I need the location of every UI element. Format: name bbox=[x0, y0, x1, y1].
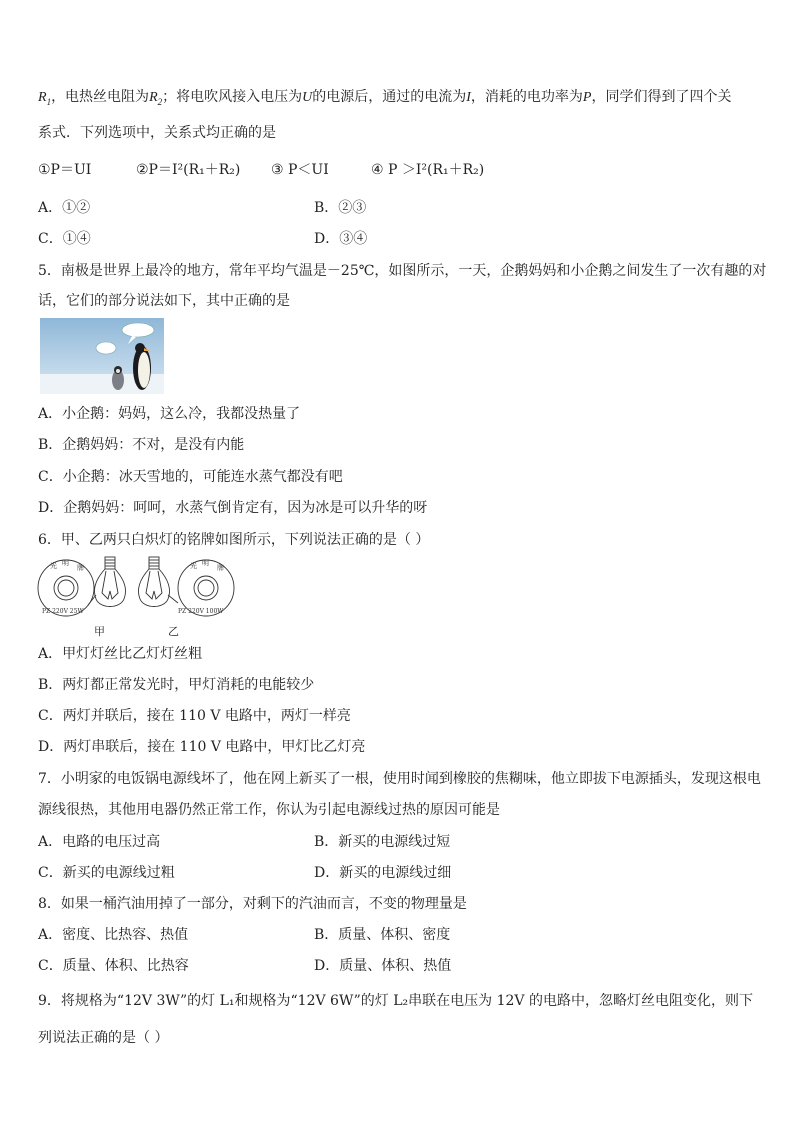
r1-symbol: $R_1$ bbox=[38, 90, 52, 107]
q7-option-c: C．新买的电源线过粗 bbox=[38, 865, 175, 881]
formula-2: ②P＝I²(R₁＋R₂) bbox=[136, 162, 241, 178]
q5-line1: 5．南极是世界上最冷的地方，常年平均气温是－25℃，如图所示，一天，企鹅妈妈和小企鹅之间发生了一次有趣的对 bbox=[38, 263, 767, 279]
penguin-image bbox=[40, 318, 164, 394]
q7-option-d: D．新买的电源线过细 bbox=[314, 865, 452, 881]
q5-option-d: D．企鹅妈妈：呵呵，水蒸气倒肯定有，因为冰是可以升华的呀 bbox=[38, 500, 428, 516]
svg-text:牌: 牌 bbox=[77, 564, 84, 572]
q8-option-b: B．质量、体积、密度 bbox=[314, 927, 451, 943]
q4-option-b: B．②③ bbox=[314, 200, 367, 216]
q6-option-d: D．两灯串联后，接在 110 V 电路中，甲灯比乙灯亮 bbox=[38, 739, 366, 755]
q9-line2: 列说法正确的是（ ） bbox=[38, 1030, 169, 1046]
q4-line2: 系式．下列选项中，关系式均正确的是 bbox=[38, 125, 276, 141]
bulb-diagram bbox=[36, 555, 236, 641]
nameplate-right-icon bbox=[178, 558, 234, 616]
svg-text:PZ 220V 25W: PZ 220V 25W bbox=[42, 608, 84, 615]
svg-text:光: 光 bbox=[190, 562, 197, 570]
q6-option-c: C．两灯并联后，接在 110 V 电路中，两灯一样亮 bbox=[38, 708, 351, 724]
q8-line1: 8．如果一桶汽油用掉了一部分，对剩下的汽油而言，不变的物理量是 bbox=[38, 896, 467, 912]
formula-4: ④ P ＞I²(R₁＋R₂) bbox=[371, 162, 485, 178]
q6-option-a: A．甲灯灯丝比乙灯灯丝粗 bbox=[38, 646, 203, 662]
r2-symbol: $R_2$ bbox=[149, 90, 163, 107]
q4-option-c: C．①④ bbox=[38, 231, 91, 247]
q4-line1: $R_1$，电热丝电阻为$R_2$；将电吹风接入电压为U的电源后，通过的电流为I，消耗的电功率为P，同学们得到了四个关 bbox=[38, 89, 732, 107]
q7-line2: 源线很热，其他用电器仍然正常工作，你认为引起电源线过热的原因可能是 bbox=[38, 802, 500, 818]
svg-text:明: 明 bbox=[62, 559, 69, 567]
q5-line2: 话，它们的部分说法如下，其中正确的是 bbox=[38, 293, 290, 309]
label-jia: 甲 bbox=[94, 625, 105, 638]
svg-text:牌: 牌 bbox=[217, 564, 224, 572]
formula-1: ①P＝UI bbox=[38, 162, 92, 178]
q8-option-a: A．密度、比热容、热值 bbox=[38, 927, 189, 943]
formula-3: ③ P＜UI bbox=[271, 162, 329, 178]
q8-option-c: C．质量、体积、比热容 bbox=[38, 958, 189, 974]
q6-line1: 6．甲、乙两只白炽灯的铭牌如图所示，下列说法正确的是（ ） bbox=[38, 532, 430, 548]
q5-option-a: A．小企鹅：妈妈，这么冷，我都没热量了 bbox=[38, 406, 301, 422]
q4-option-a: A．①② bbox=[38, 200, 91, 216]
q7-option-b: B．新买的电源线过短 bbox=[314, 834, 451, 850]
nameplate-left-icon bbox=[38, 558, 94, 616]
q7-option-a: A．电路的电压过高 bbox=[38, 834, 161, 850]
q4-formulas bbox=[38, 161, 484, 179]
svg-text:PZ 220V 100W: PZ 220V 100W bbox=[178, 608, 224, 615]
q8-option-d: D．质量、体积、热值 bbox=[314, 958, 452, 974]
label-yi: 乙 bbox=[168, 625, 179, 638]
bulb-right-icon bbox=[138, 557, 178, 607]
q4-option-d: D．③④ bbox=[314, 231, 368, 247]
svg-text:光: 光 bbox=[50, 562, 57, 570]
q5-option-c: C．小企鹅：冰天雪地的，可能连水蒸气都没有吧 bbox=[38, 469, 343, 485]
q6-option-b: B．两灯都正常发光时，甲灯消耗的电能较少 bbox=[38, 677, 315, 693]
q9-line1: 9．将规格为“12V 3W”的灯 L₁和规格为“12V 6W”的灯 L₂串联在电压为 12V 的电路中，忽略灯丝电阻变化，则下 bbox=[38, 993, 753, 1009]
svg-text:明: 明 bbox=[202, 559, 209, 567]
q7-line1: 7．小明家的电饭锅电源线坏了，他在网上新买了一根，使用时闻到橡胶的焦糊味，他立即拔下电源插头，发现这根电 bbox=[38, 771, 761, 787]
q5-option-b: B．企鹅妈妈：不对，是没有内能 bbox=[38, 437, 245, 453]
